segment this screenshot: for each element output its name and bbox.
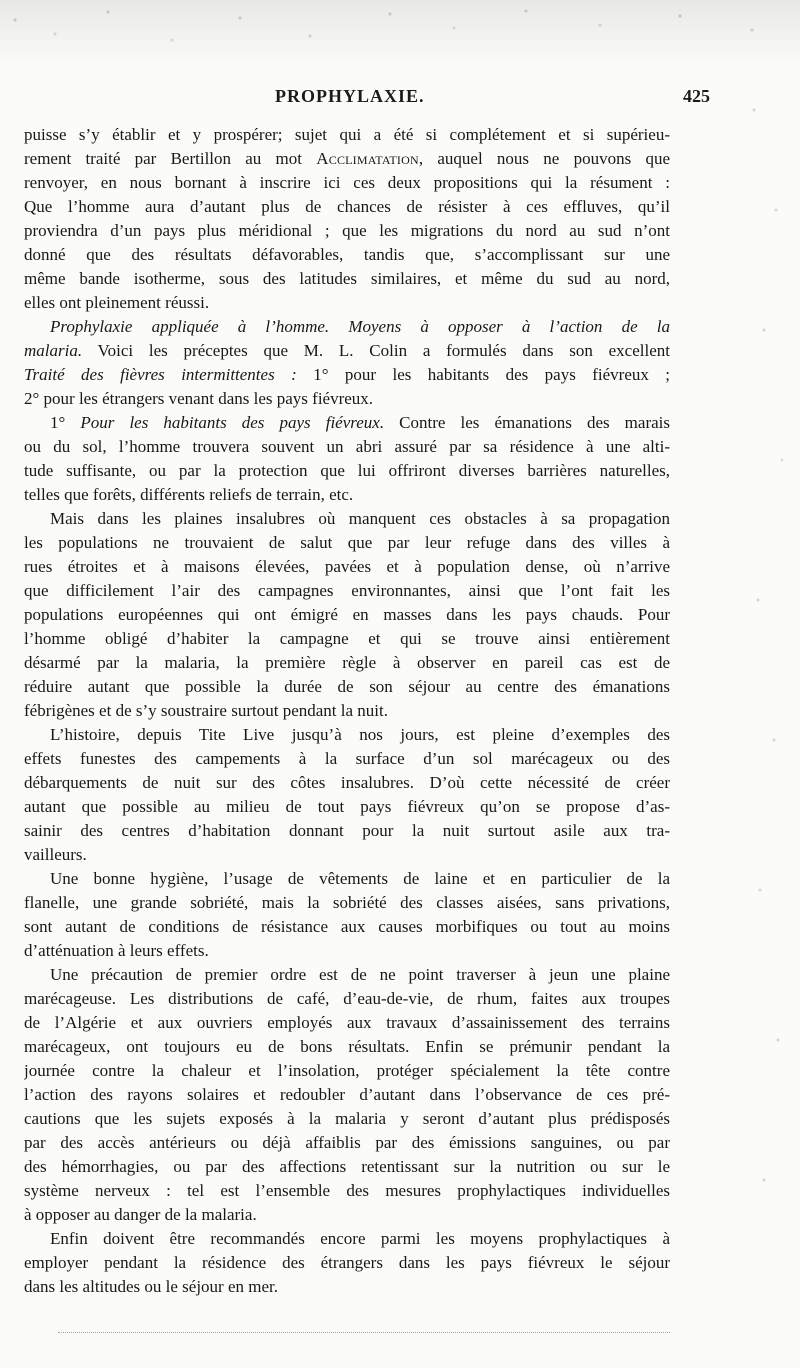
text-line-35: d’atténuation à leurs effets. — [24, 941, 209, 960]
text-line-31: vailleurs. — [24, 845, 87, 864]
text-line-15: tude suffisante, ou par la protection que lui offriront diverses barrières naturelles, — [24, 461, 670, 480]
text-line-36: Une précaution de premier ordre est de ne point traverser à jeun une plaine — [50, 965, 670, 984]
text-line-27: effets funestes des campements à la surface d’un sol marécageux ou des — [24, 749, 670, 768]
text-line-5: proviendra d’un pays plus méridional ; que les migrations du nord au sud n’ont — [24, 221, 670, 240]
text-line-30: sainir des centres d’habitation donnant pour la nuit surtout asile aux tra- — [24, 821, 670, 840]
text-line-45: système nerveux : tel est l’ensemble des mesures prophylactiques individuelles — [24, 1181, 670, 1200]
text-line-10: malaria. Voici les préceptes que M. L. Colin a formulés dans son excellent — [24, 341, 670, 360]
text-line-22: l’homme obligé d’habiter la campagne et qui se trouve ainsi entièrement — [24, 629, 670, 648]
text-line-37: marécageuse. Les distributions de café, d’eau-de-vie, de rhum, faites aux troupes — [24, 989, 670, 1008]
text-line-17: Mais dans les plaines insalubres où manquent ces obstacles à sa propagation — [50, 509, 670, 528]
scan-top-noise — [0, 0, 800, 68]
text-line-9: Prophylaxie appliquée à l’homme. Moyens à opposer à l’action de la — [50, 317, 670, 336]
text-line-18: les populations ne trouvaient de salut que par leur refuge dans des villes à — [24, 533, 670, 552]
text-line-6: donné que des résultats défavorables, tandis que, s’accomplissant sur une — [24, 245, 670, 264]
text-line-39: marécageux, ont toujours eu de bons résultats. Enfin se prémunir pendant la — [24, 1037, 670, 1056]
text-line-21: populations européennes qui ont émigré en masses dans les pays chauds. Pour — [24, 605, 670, 624]
text-line-32: Une bonne hygiène, l’usage de vêtements de laine et en particulier de la — [50, 869, 670, 888]
text-line-23: désarmé par la malaria, la première règle à observer en pareil cas est de — [24, 653, 670, 672]
text-line-26: L’histoire, depuis Tite Live jusqu’à nos jours, est pleine d’exemples des — [50, 725, 670, 744]
text-line-33: flanelle, une grande sobriété, mais la sobriété des classes aisées, sans privations, — [24, 893, 670, 912]
text-line-1: puisse s’y établir et y prospérer; sujet qui a été si complétement et si supérieu- — [24, 125, 670, 144]
text-line-44: des hémorrhagies, ou par des affections retentissant sur la nutrition ou sur le — [24, 1157, 670, 1176]
text-line-11: Traité des fièvres intermittentes : 1° pour les habitants des pays fiévreux ; — [24, 365, 670, 384]
text-line-2: rement traité par Bertillon au mot Acclimatation, auquel nous ne pouvons que — [24, 149, 670, 168]
page-body — [24, 123, 670, 1299]
text-line-40: journée contre la chaleur et l’insolation, protéger spécialement la tête contre — [24, 1061, 670, 1080]
text-line-19: rues étroites et à maisons élevées, pavées et à population dense, où n’arrive — [24, 557, 670, 576]
text-line-42: cautions que les sujets exposés à la malaria y seront d’autant plus prédisposés — [24, 1109, 670, 1128]
text-line-49: dans les altitudes ou le séjour en mer. — [24, 1277, 278, 1296]
scan-right-noise — [740, 70, 800, 1310]
text-line-47: Enfin doivent être recommandés encore parmi les moyens prophylactiques à — [50, 1229, 670, 1248]
text-line-41: l’action des rayons solaires et redoubler d’autant dans l’observance de ces pré- — [24, 1085, 670, 1104]
page-header — [20, 86, 720, 112]
text-line-38: de l’Algérie et aux ouvriers employés aux travaux d’assainissement des terrains — [24, 1013, 670, 1032]
text-line-8: elles ont pleinement réussi. — [24, 293, 210, 312]
page-number: 425 — [683, 86, 710, 106]
text-line-34: sont autant de conditions de résistance aux causes morbifiques ou tout au moins — [24, 917, 670, 936]
text-line-25: fébrigènes et de s’y soustraire surtout pendant la nuit. — [24, 701, 388, 720]
text-line-43: par des accès antérieurs ou déjà affaiblis par des émissions sanguines, ou par — [24, 1133, 670, 1152]
text-line-20: que difficilement l’air des campagnes environnantes, ainsi que l’ont fait les — [24, 581, 670, 600]
footer-dotted-line — [58, 1332, 670, 1335]
running-head: PROPHYLAXIE. — [275, 86, 425, 106]
text-line-16: telles que forêts, différents reliefs de terrain, etc. — [24, 485, 354, 504]
text-line-48: employer pendant la résidence des étrangers dans les pays fiévreux le séjour — [24, 1253, 670, 1272]
text-line-12: 2° pour les étrangers venant dans les pays fiévreux. — [24, 389, 374, 408]
text-line-3: renvoyer, en nous bornant à inscrire ici ces deux propositions qui la résument : — [24, 173, 670, 192]
text-line-4: Que l’homme aura d’autant plus de chances de résister à ces effluves, qu’il — [24, 197, 670, 216]
text-line-29: autant que possible au milieu de tout pays fiévreux qu’on se propose d’as- — [24, 797, 670, 816]
text-line-14: ou du sol, l’homme trouvera souvent un abri assuré par sa résidence à une alti- — [24, 437, 670, 456]
text-line-13: 1° Pour les habitants des pays fiévreux. Contre les émanations des marais — [50, 413, 670, 432]
text-line-28: débarquements de nuit sur des côtes insalubres. D’où cette nécessité de créer — [24, 773, 670, 792]
text-line-7: même bande isotherme, sous des latitudes similaires, et même du sud au nord, — [24, 269, 670, 288]
text-line-46: à opposer au danger de la malaria. — [24, 1205, 257, 1224]
text-line-24: réduire autant que possible la durée de son séjour au centre des émanations — [24, 677, 670, 696]
